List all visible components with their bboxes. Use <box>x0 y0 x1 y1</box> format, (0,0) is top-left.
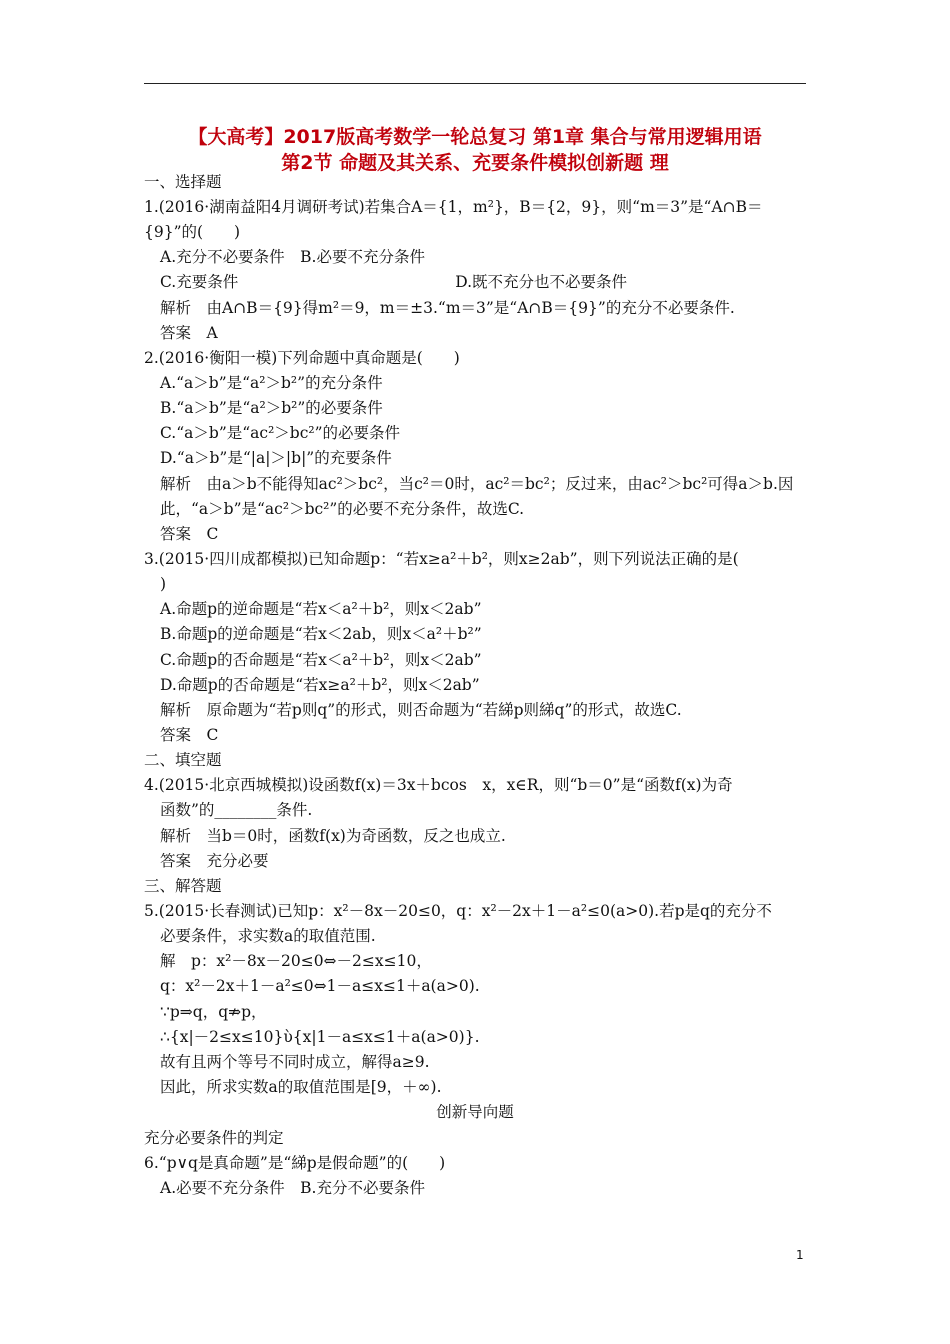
answer-text: 答案 C <box>160 525 219 543</box>
analysis-text: 解析 原命题为“若p则q”的形式，则否命题为“若綈p则綈q”的形式，故选C. <box>160 701 682 719</box>
subsection-heading: 创新导向题 <box>436 1103 514 1121</box>
analysis-text: 解析 由a＞b不能得知ac²＞bc²，当c²＝0时，ac²＝bc²；反过来，由ac²＞bc²可得a＞b.因 <box>160 475 794 493</box>
topic-heading: 充分必要条件的判定 <box>144 1129 284 1147</box>
question-text: ) <box>160 575 167 593</box>
solution-text: ∴{x|－2≤x≤10}ὺ{x|1－a≤x≤1＋a(a>0)}. <box>160 1028 480 1046</box>
analysis-text: 解析 当b＝0时，函数f(x)为奇函数，反之也成立. <box>160 827 506 845</box>
question-text: {9}”的( ) <box>144 223 241 241</box>
doc-title-line1: 【大高考】2017版高考数学一轮总复习 第1章 集合与常用逻辑用语 <box>188 126 762 148</box>
header-rule <box>144 83 806 84</box>
question-text: 5.(2015·长春测试)已知p：x²－8x－20≤0，q：x²－2x＋1－a²≤0(a>0).若p是q的充分不 <box>144 902 772 920</box>
option-text: D.“a＞b”是“|a|＞|b|”的充要条件 <box>160 449 392 467</box>
option-text: D.命题p的否命题是“若x≥a²＋b²，则x＜2ab” <box>160 676 480 694</box>
solution-text: 因此，所求实数a的取值范围是[9，＋∞). <box>160 1078 442 1096</box>
answer-text: 答案 A <box>160 324 218 342</box>
option-text: B.“a＞b”是“a²＞b²”的必要条件 <box>160 399 383 417</box>
doc-title-line2: 第2节 命题及其关系、充要条件模拟创新题 理 <box>281 152 669 174</box>
solution-text: q：x²－2x＋1－a²≤0⇔1－a≤x≤1＋a(a>0). <box>160 977 480 995</box>
option-text: A.必要不充分条件 B.充分不必要条件 <box>160 1179 425 1197</box>
question-text: 1.(2016·湖南益阳4月调研考试)若集合A＝{1，m²}，B＝{2，9}，则“m＝3”是“A∩B＝ <box>144 198 763 216</box>
option-text: A.命题p的逆命题是“若x＜a²＋b²，则x＜2ab” <box>160 600 482 618</box>
analysis-text: 此，“a＞b”是“ac²＞bc²”的必要不充分条件，故选C. <box>160 500 525 518</box>
option-text: B.命题p的逆命题是“若x＜2ab，则x＜a²＋b²” <box>160 625 482 643</box>
option-text: C.命题p的否命题是“若x＜a²＋b²，则x＜2ab” <box>160 651 482 669</box>
section-heading: 一、选择题 <box>144 173 222 191</box>
answer-text: 答案 C <box>160 726 219 744</box>
question-text: 2.(2016·衡阳一模)下列命题中真命题是( ) <box>144 349 460 367</box>
analysis-text: 解析 由A∩B＝{9}得m²＝9，m＝±3.“m＝3”是“A∩B＝{9}”的充分不必要条件. <box>160 299 735 317</box>
section-heading: 二、填空题 <box>144 751 222 769</box>
solution-text: ∵p⇒q，q⇏p， <box>160 1003 267 1021</box>
question-text: 4.(2015·北京西城模拟)设函数f(x)＝3x＋bcos x，x∈R，则“b＝0”是“函数f(x)为奇 <box>144 776 733 794</box>
question-text: 6.“p∨q是真命题”是“綈p是假命题”的( ) <box>144 1154 446 1172</box>
solution-text: 解 p：x²－8x－20≤0⇔－2≤x≤10， <box>160 952 432 970</box>
option-text: C.充要条件 D.既不充分也不必要条件 <box>160 273 628 291</box>
question-text: 函数”的________条件. <box>160 801 313 819</box>
question-text: 3.(2015·四川成都模拟)已知命题p：“若x≥a²＋b²，则x≥2ab”，则下列说法正确的是( <box>144 550 739 568</box>
section-heading: 三、解答题 <box>144 877 222 895</box>
question-text: 必要条件，求实数a的取值范围. <box>160 927 376 945</box>
answer-text: 答案 充分必要 <box>160 852 269 870</box>
page-number: 1 <box>796 1248 804 1262</box>
option-text: A.“a＞b”是“a²＞b²”的充分条件 <box>160 374 383 392</box>
option-text: C.“a＞b”是“ac²＞bc²”的必要条件 <box>160 424 401 442</box>
solution-text: 故有且两个等号不同时成立，解得a≥9. <box>160 1053 430 1071</box>
option-text: A.充分不必要条件 B.必要不充分条件 <box>160 248 425 266</box>
